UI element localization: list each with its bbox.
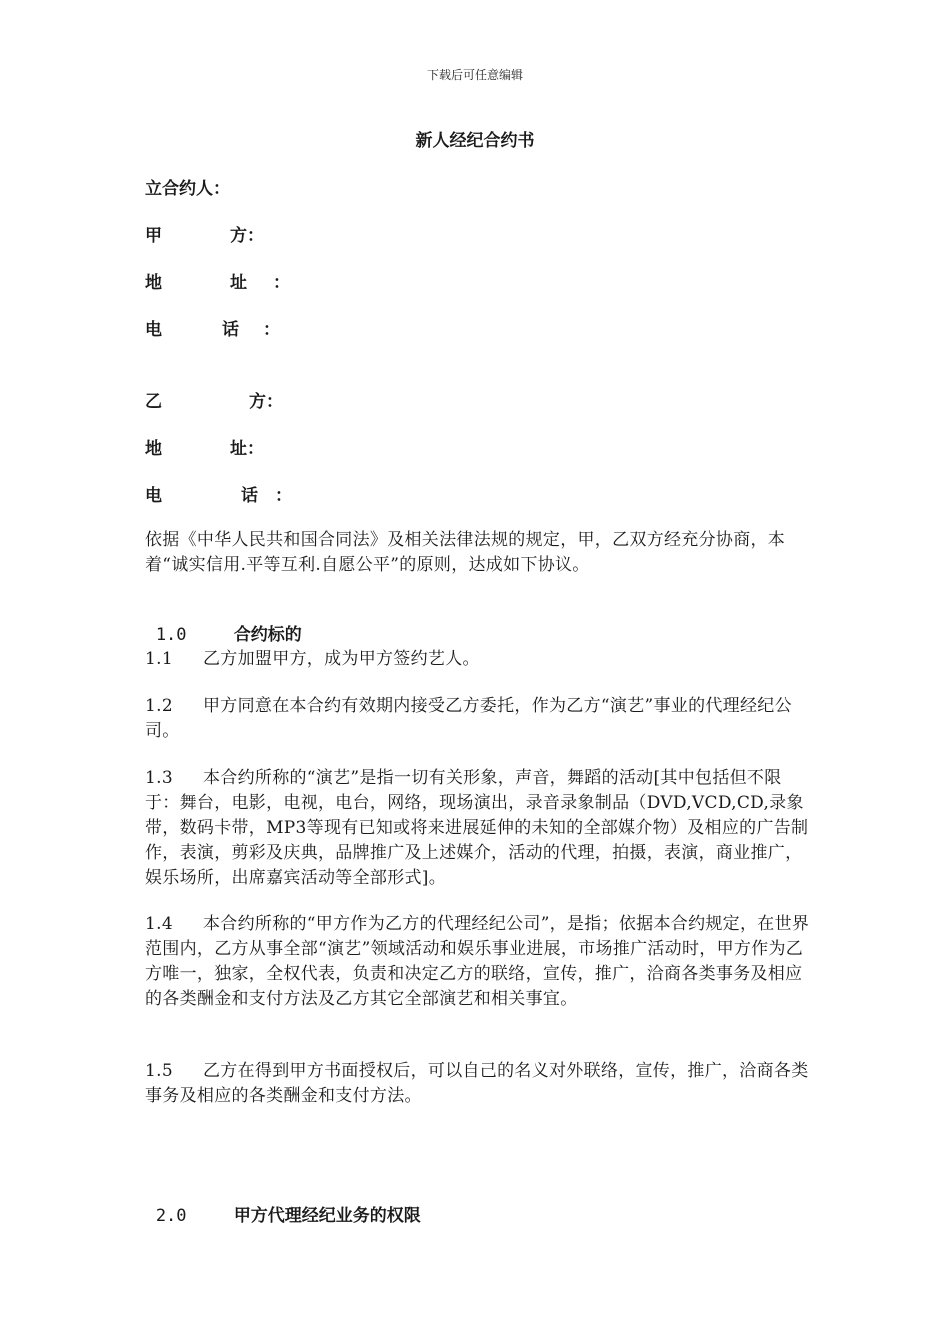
section-2-heading — [145, 1181, 421, 1226]
clause-1-2 — [145, 694, 810, 744]
parties-label — [145, 174, 230, 214]
header-note: 下载后可任意编辑 — [426, 68, 523, 82]
party-a-phone-label-2: 话 — [222, 320, 239, 340]
party-b-name-label-1: 乙 — [145, 392, 162, 412]
clause-number: 1.1 — [145, 649, 173, 669]
party-a-phone-colon: ： — [263, 320, 280, 340]
party-a-phone-label-1: 电 — [145, 320, 162, 340]
party-b-phone-label-2: 话 — [241, 486, 258, 506]
party-b-phone-colon: ： — [275, 486, 292, 506]
clause-text: 本合约所称的“甲方作为乙方的代理经纪公司”，是指；依据本合约规定，在世界范围内，乙方从事全部“演艺”领域活动和娱乐事业进展，市场推广活动时，甲方作为乙方唯一，独家，全权代表，负责和决定乙方的联络，宣传，推广，洽商各类事务及相应的各类酬金和支付方法及乙方其它全部演艺和相关事宜。 — [145, 914, 810, 1009]
party-b-address-label-2: 址： — [230, 439, 264, 459]
clause-1-3 — [145, 766, 810, 891]
clause-number: 1.2 — [145, 696, 173, 716]
party-a-address-label-1: 地 — [145, 273, 162, 293]
clause-text: 本合约所称的“演艺”是指一切有关形象，声音，舞蹈的活动[其中包括但不限于：舞台，电影，电视，电台，网络，现场演出，录音录象制品（DVD,VCD,CD,录象带，数码卡带，MP3等现有已知或将来进展延伸的未知的全部媒介物）及相应的广告制作，表演，剪彩及庆典，品牌推广及上述媒介，活动的代理，拍摄，表演，商业推广，娱乐场所，出席嘉宾活动等全部形式]。 — [145, 768, 809, 888]
party-b-address-label-1: 地 — [145, 439, 162, 459]
parties-label-text: 立合约人： — [145, 179, 230, 199]
party-b-phone-label-1: 电 — [145, 486, 162, 506]
party-a-name-label-2: 方： — [230, 226, 264, 246]
clause-text: 乙方在得到甲方书面授权后，可以自己的名义对外联络，宣传，推广，洽商各类事务及相应的各类酬金和支付方法。 — [145, 1061, 809, 1106]
party-a-address-colon: ： — [273, 273, 290, 293]
clause-1-4 — [145, 912, 810, 1012]
section-2-number: 2.0 — [155, 1206, 187, 1226]
section-1-heading — [145, 600, 302, 645]
party-a-name-label-1: 甲 — [145, 226, 162, 246]
clause-1-1 — [145, 647, 810, 672]
section-1-number: 1.0 — [155, 625, 187, 645]
clause-number: 1.3 — [145, 768, 173, 788]
section-1-title: 合约标的 — [233, 625, 302, 645]
section-2-title: 甲方代理经纪业务的权限 — [233, 1206, 421, 1226]
clause-number: 1.5 — [145, 1061, 173, 1081]
clause-number: 1.4 — [145, 914, 173, 934]
party-a-address-label-2: 址 — [230, 273, 247, 293]
clause-text: 乙方加盟甲方，成为甲方签约艺人。 — [203, 649, 480, 669]
clause-1-5 — [145, 1059, 810, 1109]
preamble-paragraph: 依据《中华人民共和国合同法》及相关法律法规的规定，甲，乙双方经充分协商，本着“诚实信用.平等互利.自愿公平”的原则，达成如下协议。 — [145, 530, 786, 575]
document-title: 新人经纪合约书 — [415, 131, 535, 151]
party-a-phone-row — [145, 315, 280, 395]
clause-text: 甲方同意在本合约有效期内接受乙方委托，作为乙方“演艺”事业的代理经纪公司。 — [145, 696, 792, 741]
party-b-name-label-2: 方： — [249, 392, 283, 412]
